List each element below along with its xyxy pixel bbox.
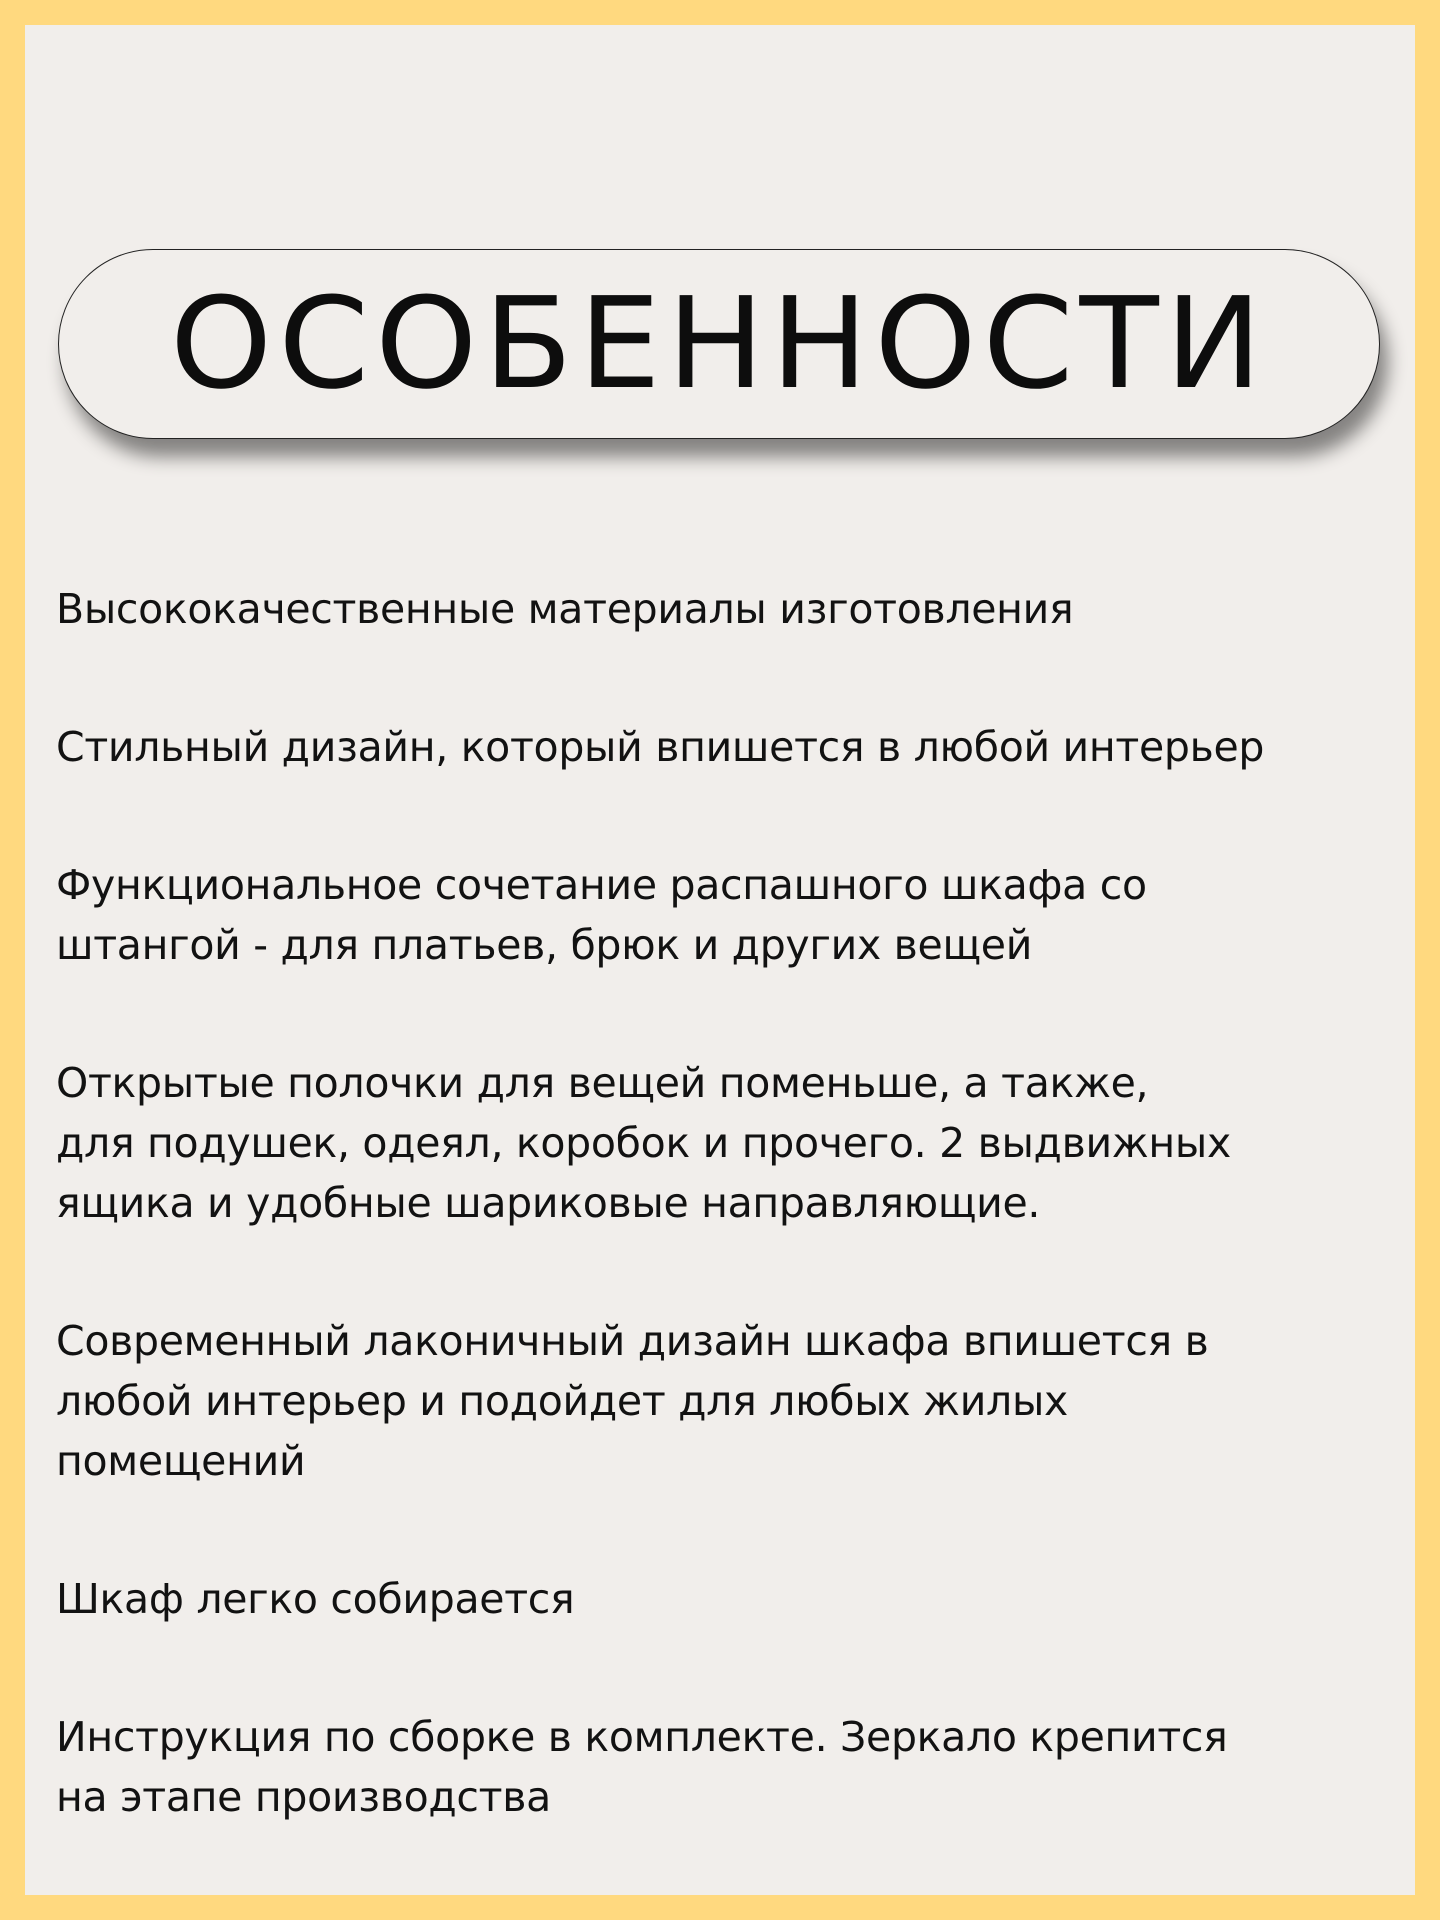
page-title: ОСОБЕННОСТИ (169, 270, 1269, 417)
feature-item-materials: Высококачественные материалы изготовления (56, 585, 1074, 633)
feature-item-design: Стильный дизайн, который впишется в любой интерьер (56, 723, 1265, 771)
features-list (56, 579, 1396, 1905)
feature-item-instructions: Инструкция по сборке в комплекте. Зеркало крепится на этапе производства (56, 1713, 1228, 1821)
feature-item-open-shelves: Открытые полочки для вещей поменьше, а также, для подушек, одеял, коробок и прочего. 2 выдвижных ящика и удобные шариковые направляющие. (56, 1059, 1231, 1227)
feature-item-modern-design: Современный лаконичный дизайн шкафа впишется в любой интерьер и подойдет для любых жилых помещений (56, 1317, 1209, 1485)
title-badge (58, 249, 1380, 439)
content-panel (25, 25, 1415, 1895)
feature-item-hanging-rod: Функциональное сочетание распашного шкафа со штангой - для платьев, брюк и других вещей (56, 861, 1147, 969)
feature-item-easy-assembly: Шкаф легко собирается (56, 1575, 575, 1623)
